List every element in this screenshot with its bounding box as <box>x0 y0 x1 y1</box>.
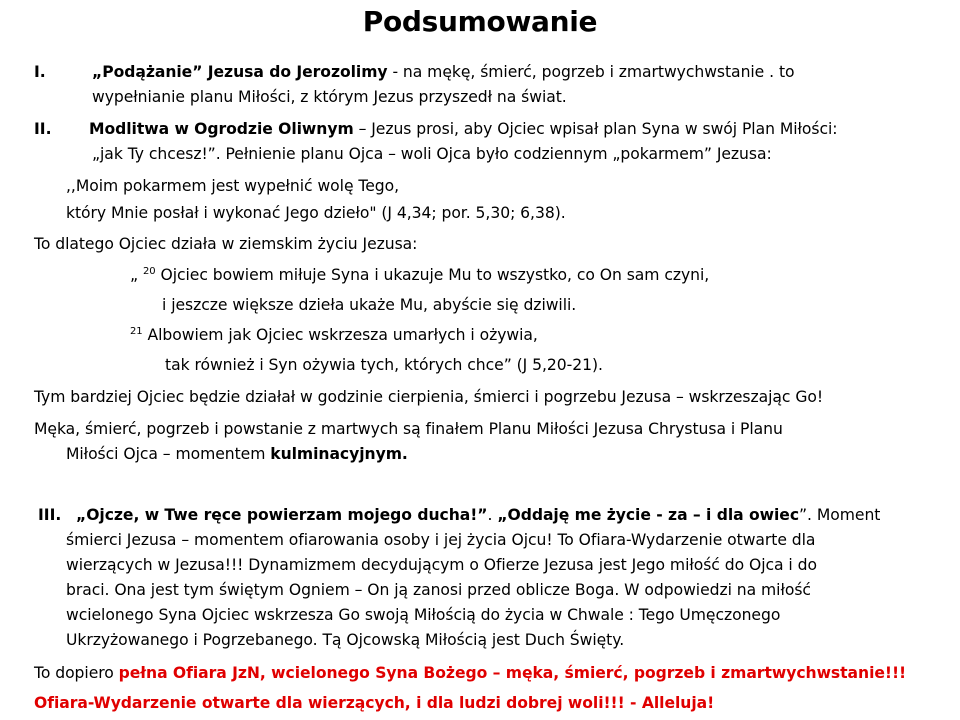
section1-numeral: I. <box>34 63 46 81</box>
verse20-number: 20 <box>142 266 156 277</box>
verse21-number: 21 <box>130 326 143 337</box>
verse21-line1 <box>130 324 538 346</box>
section3-heading2-quote: „ <box>497 506 508 524</box>
paragraph-2-text: Miłości Ojca – momentem <box>66 445 271 463</box>
verse21-line2: tak również i Syn ożywia tych, których chce” (J 5,20-21). <box>165 356 603 374</box>
section3-sep: . <box>487 506 498 524</box>
paragraph-2-line1: Męka, śmierć, pogrzeb i powstanie z martwych są finałem Planu Miłości Jezusa Chrystusa i Planu <box>34 420 783 438</box>
page-title: Podsumowanie <box>362 5 598 38</box>
section3-line3: wierzących w Jezusa!!! Dynamizmem decydującym o Ofierze Jezusa jest Jego miłość do Ojca i do <box>66 556 817 574</box>
final-line1 <box>34 662 906 684</box>
final-red-text2: Ofiara-Wydarzenie otwarte dla wierzących, i dla ludzi dobrej woli!!! - Alleluja! <box>34 694 715 712</box>
section2-text: – Jezus prosi, aby Ojciec wpisał plan Syna w swój Plan Miłości: <box>353 120 838 138</box>
paragraph-2-bold: kulminacyjnym. <box>270 445 408 463</box>
section3-heading2: Oddaję me życie - za – i dla owiec <box>507 506 800 524</box>
section3-heading1: „Ojcze, w Twe ręce powierzam mojego ducha!” <box>76 506 488 524</box>
section2-line1 <box>89 118 837 140</box>
section2-line2: „jak Ty chcesz!”. Pełnienie planu Ojca – woli Ojca było codziennym „pokarmem” Jezusa: <box>92 145 772 163</box>
verse21-text: Albowiem jak Ojciec wskrzesza umarłych i ożywia, <box>142 326 538 344</box>
verse20-prefix: „ <box>130 266 143 284</box>
section3-text: ”. Moment <box>799 506 881 524</box>
paragraph-1: Tym bardziej Ojciec będzie działał w godzinie cierpienia, śmierci i pogrzebu Jezusa – wskrzeszając Go! <box>34 388 824 406</box>
section3-line2: śmierci Jezusa – momentem ofiarowania osoby i jej życia Ojcu! To Ofiara-Wydarzenie otwarte dla <box>66 531 816 549</box>
section2-heading: Modlitwa w Ogrodzie Oliwnym <box>89 120 354 138</box>
quote-line1: ,,Moim pokarmem jest wypełnić wolę Tego, <box>66 177 400 195</box>
verse20-text: Ojciec bowiem miłuje Syna i ukazuje Mu to wszystko, co On sam czyni, <box>155 266 710 284</box>
paragraph-2-line2 <box>66 443 408 465</box>
verse20-line1 <box>130 264 709 286</box>
section1-line1 <box>92 61 795 83</box>
section1-text: - na mękę, śmierć, pogrzeb i zmartwychwstanie . to <box>387 63 795 81</box>
section3-line5: wcielonego Syna Ojciec wskrzesza Go swoją Miłością do życia w Chwale : Tego Umęczonego <box>66 606 781 624</box>
section1-line2: wypełnianie planu Miłości, z którym Jezus przyszedł na świat. <box>92 88 567 106</box>
quote-line2: który Mnie posłał i wykonać Jego dzieło" (J 4,34; por. 5,30; 6,38). <box>66 204 566 222</box>
section3-line6: Ukrzyżowanego i Pogrzebanego. Tą Ojcowską Miłością jest Duch Święty. <box>66 631 625 649</box>
section3-line1 <box>76 504 880 526</box>
section2-numeral: II. <box>34 120 52 138</box>
verse20-line2: i jeszcze większe dzieła ukaże Mu, abyście się dziwili. <box>162 296 577 314</box>
final-red-text1: pełna Ofiara JzN, wcielonego Syna Bożego – męka, śmierć, pogrzeb i zmartwychwstanie!!! <box>118 664 907 682</box>
intro-line: To dlatego Ojciec działa w ziemskim życiu Jezusa: <box>34 235 418 253</box>
section3-numeral: III. <box>38 506 62 524</box>
final-prefix: To dopiero <box>34 664 119 682</box>
section3-line4: braci. Ona jest tym świętym Ogniem – On ją zanosi przed oblicze Boga. W odpowiedzi na miłość <box>66 581 811 599</box>
section1-heading: „Podążanie” Jezusa do Jerozolimy <box>92 63 388 81</box>
